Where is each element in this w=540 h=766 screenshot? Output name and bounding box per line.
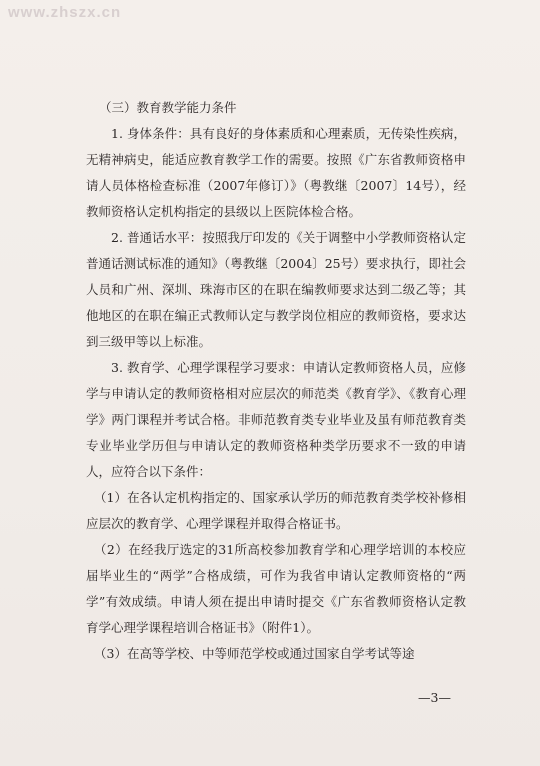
site-watermark: www.zhszx.cn xyxy=(8,4,122,21)
sub-item-1: （1）在各认定机构指定的、国家承认学历的师范教育类学校补修相应层次的教育学、心理学课程并取得合格证书。 xyxy=(86,490,466,531)
sub-item-2: （2）在经我厅选定的31所高校参加教育学和心理学培训的本校应届毕业生的“两学”合格成绩，可作为我省申请认定教师资格的“两学”有效成绩。申请人须在提出申请时提交《广东省教师资格认定教育学心理学课程培训合格证书》（附件1）。 xyxy=(86,542,466,635)
paragraph-physical-condition: 1. 身体条件：具有良好的身体素质和心理素质，无传染性疾病，无精神病史，能适应教育教学工作的需要。按照《广东省教师资格申请人员体格检查标准（2007年修订）》（粤教继〔2007〕14号），经教师资格认定机构指定的县级以上医院体检合格。 xyxy=(86,126,466,219)
document-body xyxy=(86,95,466,667)
paragraph-mandarin-level: 2. 普通话水平：按照我厅印发的《关于调整中小学教师资格认定普通话测试标准的通知》（粤教继〔2004〕25号）要求执行，即社会人员和广州、深圳、珠海市区的在职在编教师要求达到二级乙等；其他地区的在职在编正式教师认定与教学岗位相应的教师资格，要求达到三级甲等以上标准。 xyxy=(86,230,466,349)
section-heading: （三）教育教学能力条件 xyxy=(99,100,237,115)
sub-item-3: （3）在高等学校、中等师范学校或通过国家自学考试等途 xyxy=(94,646,415,661)
page-number: —3— xyxy=(418,690,451,705)
paragraph-course-requirement: 3. 教育学、心理学课程学习要求：申请认定教师资格人员，应修学与申请认定的教师资格相对应层次的师范类《教育学》、《教育心理学》两门课程并考试合格。非师范教育类专业毕业及虽有师范教育类专业毕业学历但与申请认定的教师资格种类学历要求不一致的申请人，应符合以下条件： xyxy=(86,360,466,479)
